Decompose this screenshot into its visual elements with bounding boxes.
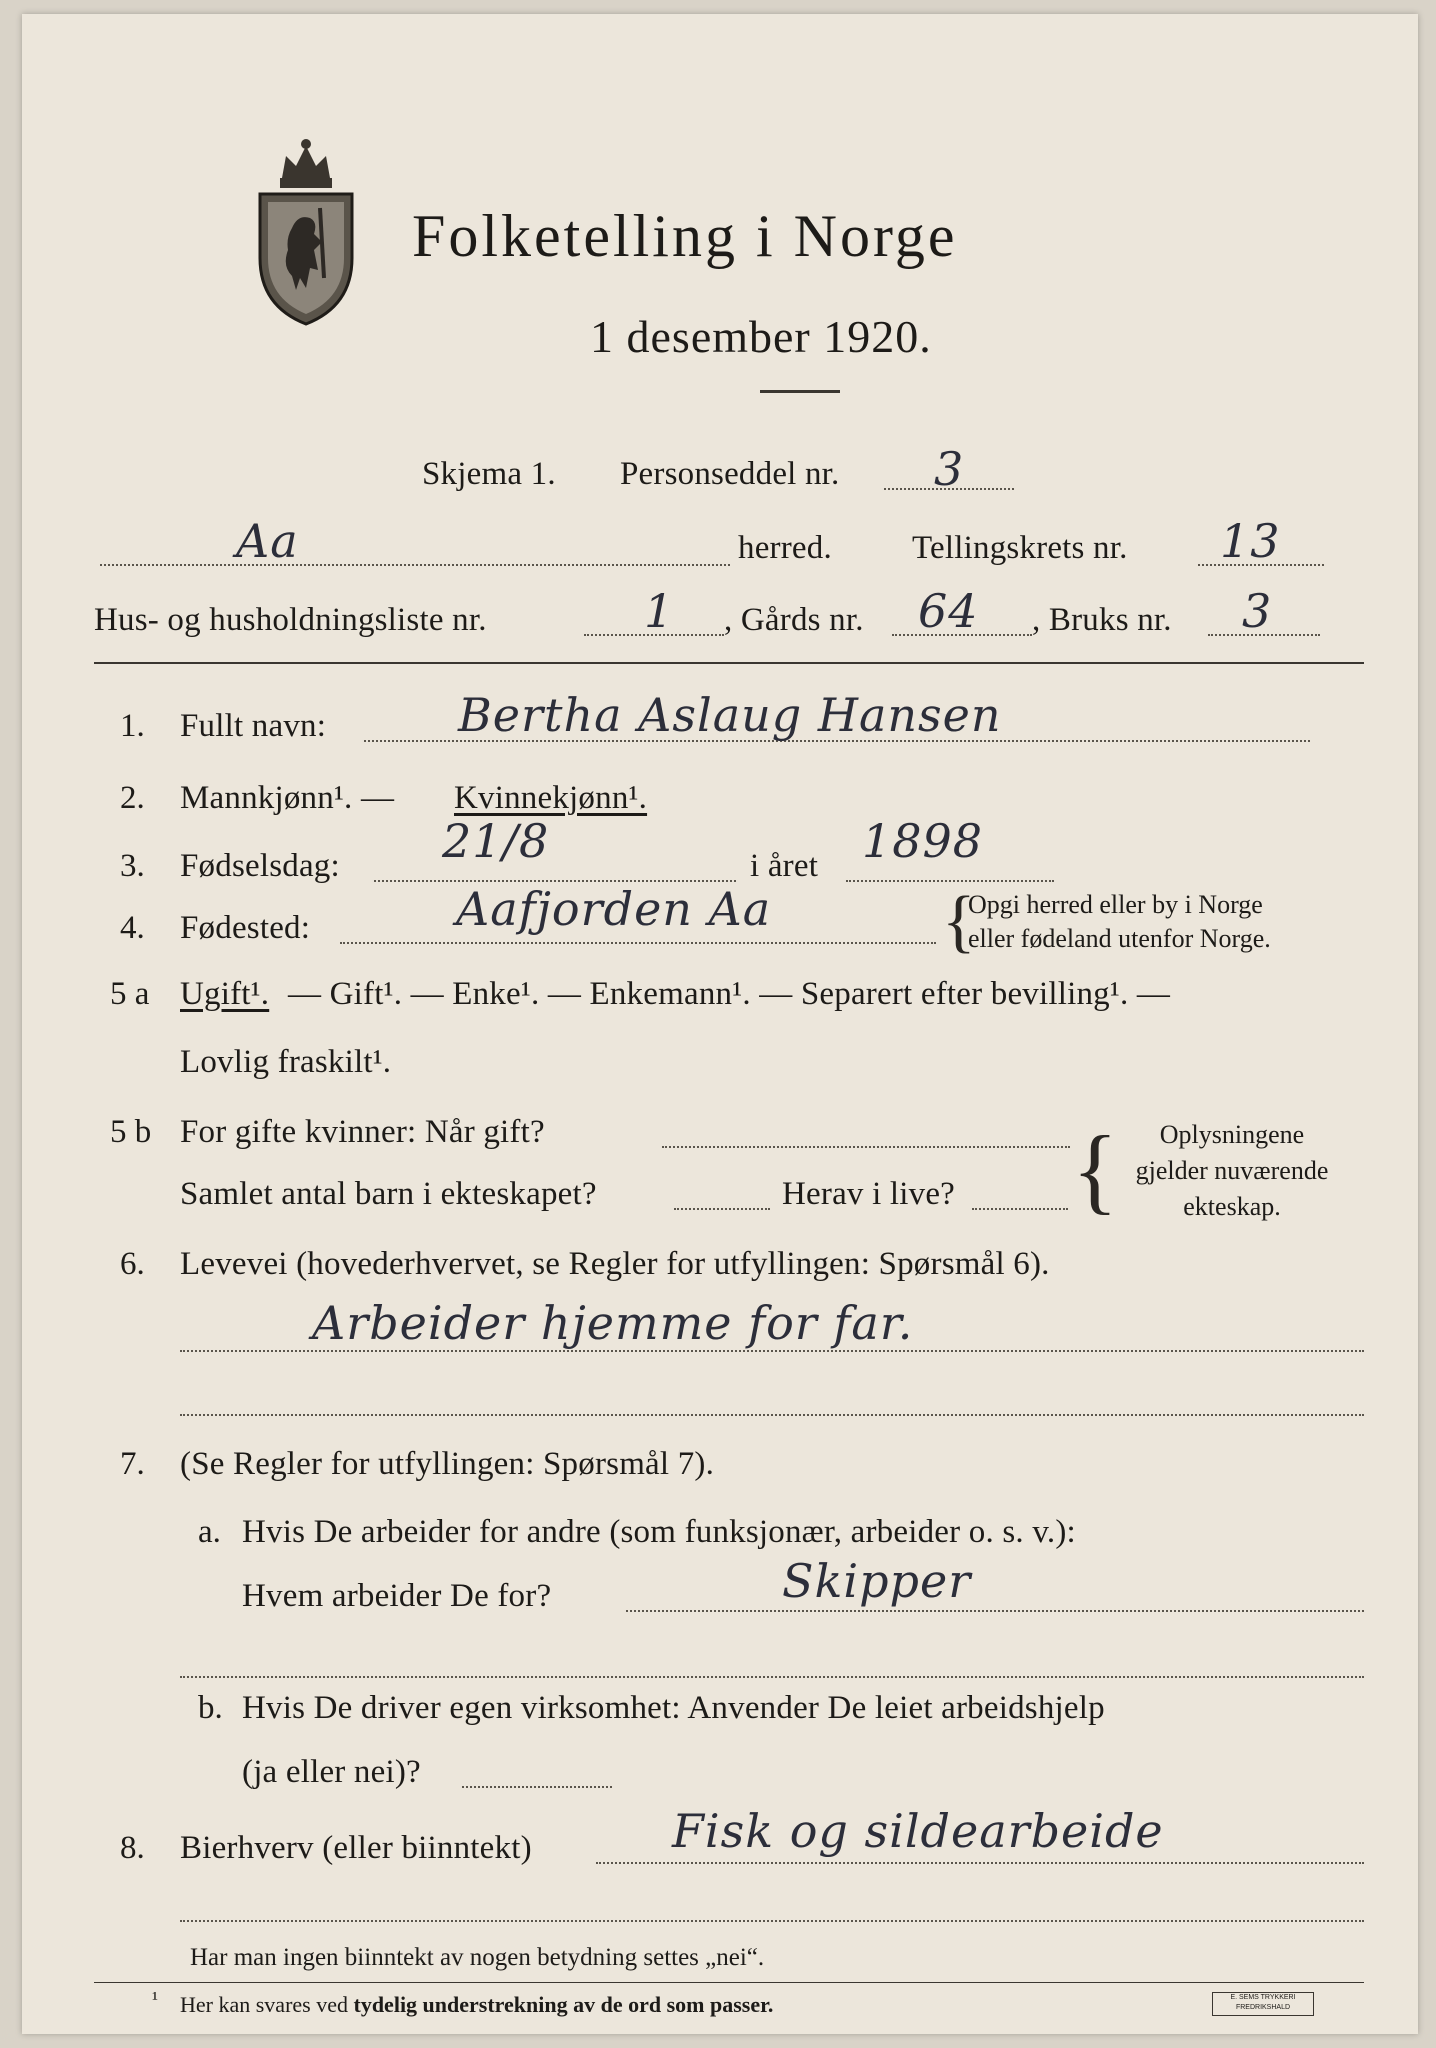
q7a-number: a. xyxy=(198,1514,221,1550)
q2-female-option[interactable]: Kvinnekjønn¹. xyxy=(454,780,648,816)
q7b-label2: (ja eller nei)? xyxy=(242,1754,421,1790)
tellingskrets-value[interactable]: 13 xyxy=(1220,514,1281,568)
q5b-note-line2: gjelder nuværende xyxy=(1135,1156,1329,1185)
q7a-line2 xyxy=(180,1676,1364,1678)
printer-stamp-line1: E. SEMS TRYKKERI xyxy=(1230,1994,1296,2001)
herred-value[interactable]: Aa xyxy=(236,514,299,568)
footnote-text xyxy=(180,1992,773,2018)
personseddel-label: Personseddel nr. xyxy=(620,456,840,492)
tellingskrets-label: Tellingskrets nr. xyxy=(912,530,1128,566)
title-divider xyxy=(760,390,840,393)
q8-line2 xyxy=(180,1920,1364,1922)
q5a-other-options[interactable]: — Gift¹. — Enke¹. — Enkemann¹. — Separert efter bevilling¹. — xyxy=(288,976,1171,1012)
footnote-pre: Her kan svares ved xyxy=(180,1992,348,2017)
q2-male-option[interactable]: Mannkjønn¹. — xyxy=(180,780,395,816)
q4-label: Fødested: xyxy=(180,910,311,946)
q8-number: 8. xyxy=(120,1830,145,1866)
q7a-value[interactable]: Skipper xyxy=(782,1554,972,1608)
q4-number: 4. xyxy=(120,910,145,946)
footnote-marker: ¹ xyxy=(152,1988,158,2010)
q7b-label1: Hvis De driver egen virksomhet: Anvender De leiet arbeidshjelp xyxy=(242,1690,1105,1726)
q3-year-value[interactable]: 1898 xyxy=(862,814,984,868)
personseddel-value[interactable]: 3 xyxy=(934,442,965,496)
census-date: 1 desember 1920. xyxy=(590,311,932,362)
census-form-page xyxy=(22,14,1418,2034)
q1-label: Fullt navn: xyxy=(180,708,327,744)
footnote-bold: tydelig understrekning av de ord som passer. xyxy=(353,1992,774,2017)
printer-stamp xyxy=(1212,1992,1314,2016)
schema-label: Skjema 1. xyxy=(422,456,556,492)
q5a-ugift-option[interactable]: Ugift¹. xyxy=(180,976,270,1012)
q7b-line xyxy=(462,1786,612,1788)
q5b-married-line xyxy=(662,1146,1070,1148)
q8-label: Bierhverv (eller biinntekt) xyxy=(180,1830,532,1866)
q7-label: (Se Regler for utfyllingen: Spørsmål 7). xyxy=(180,1446,715,1482)
q5b-label2: Samlet antal barn i ekteskapet? xyxy=(180,1176,597,1212)
hus-label: Hus- og husholdningsliste nr. xyxy=(94,602,487,638)
q4-note-line1: Opgi herred eller by i Norge xyxy=(968,890,1263,919)
q2-number: 2. xyxy=(120,780,145,816)
q5b-children-line xyxy=(674,1208,770,1210)
q6-label: Levevei (hovederhvervet, se Regler for utfyllingen: Spørsmål 6). xyxy=(180,1246,1050,1282)
q6-value[interactable]: Arbeider hjemme for far. xyxy=(312,1296,914,1350)
q5b-alive-line xyxy=(972,1208,1068,1210)
q6-line1 xyxy=(180,1350,1364,1352)
q6-line2 xyxy=(180,1414,1364,1416)
q4-note-line2: eller fødeland utenfor Norge. xyxy=(968,924,1271,953)
bruks-value[interactable]: 3 xyxy=(1242,584,1273,638)
footer-divider xyxy=(94,1982,1364,1983)
q7a-label2: Hvem arbeider De for? xyxy=(242,1578,552,1614)
q3-day-value[interactable]: 21/8 xyxy=(442,814,550,868)
q4-line xyxy=(340,942,936,944)
q8-line1 xyxy=(596,1862,1364,1864)
hus-value[interactable]: 1 xyxy=(644,584,675,638)
q1-number: 1. xyxy=(120,708,145,744)
q4-brace: { xyxy=(942,883,976,960)
q5b-number: 5 b xyxy=(110,1114,152,1150)
q5a-number: 5 a xyxy=(110,976,150,1012)
form-title: Folketelling i Norge xyxy=(412,203,958,269)
q5b-note-line1: Oplysningene xyxy=(1159,1120,1305,1149)
herred-label: herred. xyxy=(738,530,832,566)
coat-of-arms-icon xyxy=(252,138,360,328)
gards-label: , Gårds nr. xyxy=(724,602,864,638)
bruks-label: , Bruks nr. xyxy=(1032,602,1172,638)
gards-value[interactable]: 64 xyxy=(918,584,979,638)
q3-year-label: i året xyxy=(750,848,819,884)
q4-value[interactable]: Aafjorden Aa xyxy=(456,882,772,936)
q1-name-value[interactable]: Bertha Aslaug Hansen xyxy=(458,688,1002,742)
printer-stamp-line2: FREDRIKSHALD xyxy=(1235,2004,1291,2011)
q7-number: 7. xyxy=(120,1446,145,1482)
footer-note: Har man ingen biinntekt av nogen betydning settes „nei“. xyxy=(190,1944,765,1971)
q8-value[interactable]: Fisk og sildearbeide xyxy=(672,1804,1164,1858)
q7a-label1: Hvis De arbeider for andre (som funksjonær, arbeider o. s. v.): xyxy=(242,1514,1076,1550)
q5b-label1: For gifte kvinner: Når gift? xyxy=(180,1114,545,1150)
q3-number: 3. xyxy=(120,848,145,884)
herred-line xyxy=(100,564,730,566)
q6-number: 6. xyxy=(120,1246,145,1282)
q5b-label3: Herav i live? xyxy=(782,1176,956,1212)
q7a-line1 xyxy=(626,1610,1364,1612)
q5a-line2[interactable]: Lovlig fraskilt¹. xyxy=(180,1044,392,1080)
q5b-brace: { xyxy=(1072,1116,1119,1223)
header-divider xyxy=(94,662,1364,664)
q7b-number: b. xyxy=(198,1690,223,1726)
q3-label: Fødselsdag: xyxy=(180,848,340,884)
q5b-note-line3: ekteskap. xyxy=(1183,1192,1281,1221)
